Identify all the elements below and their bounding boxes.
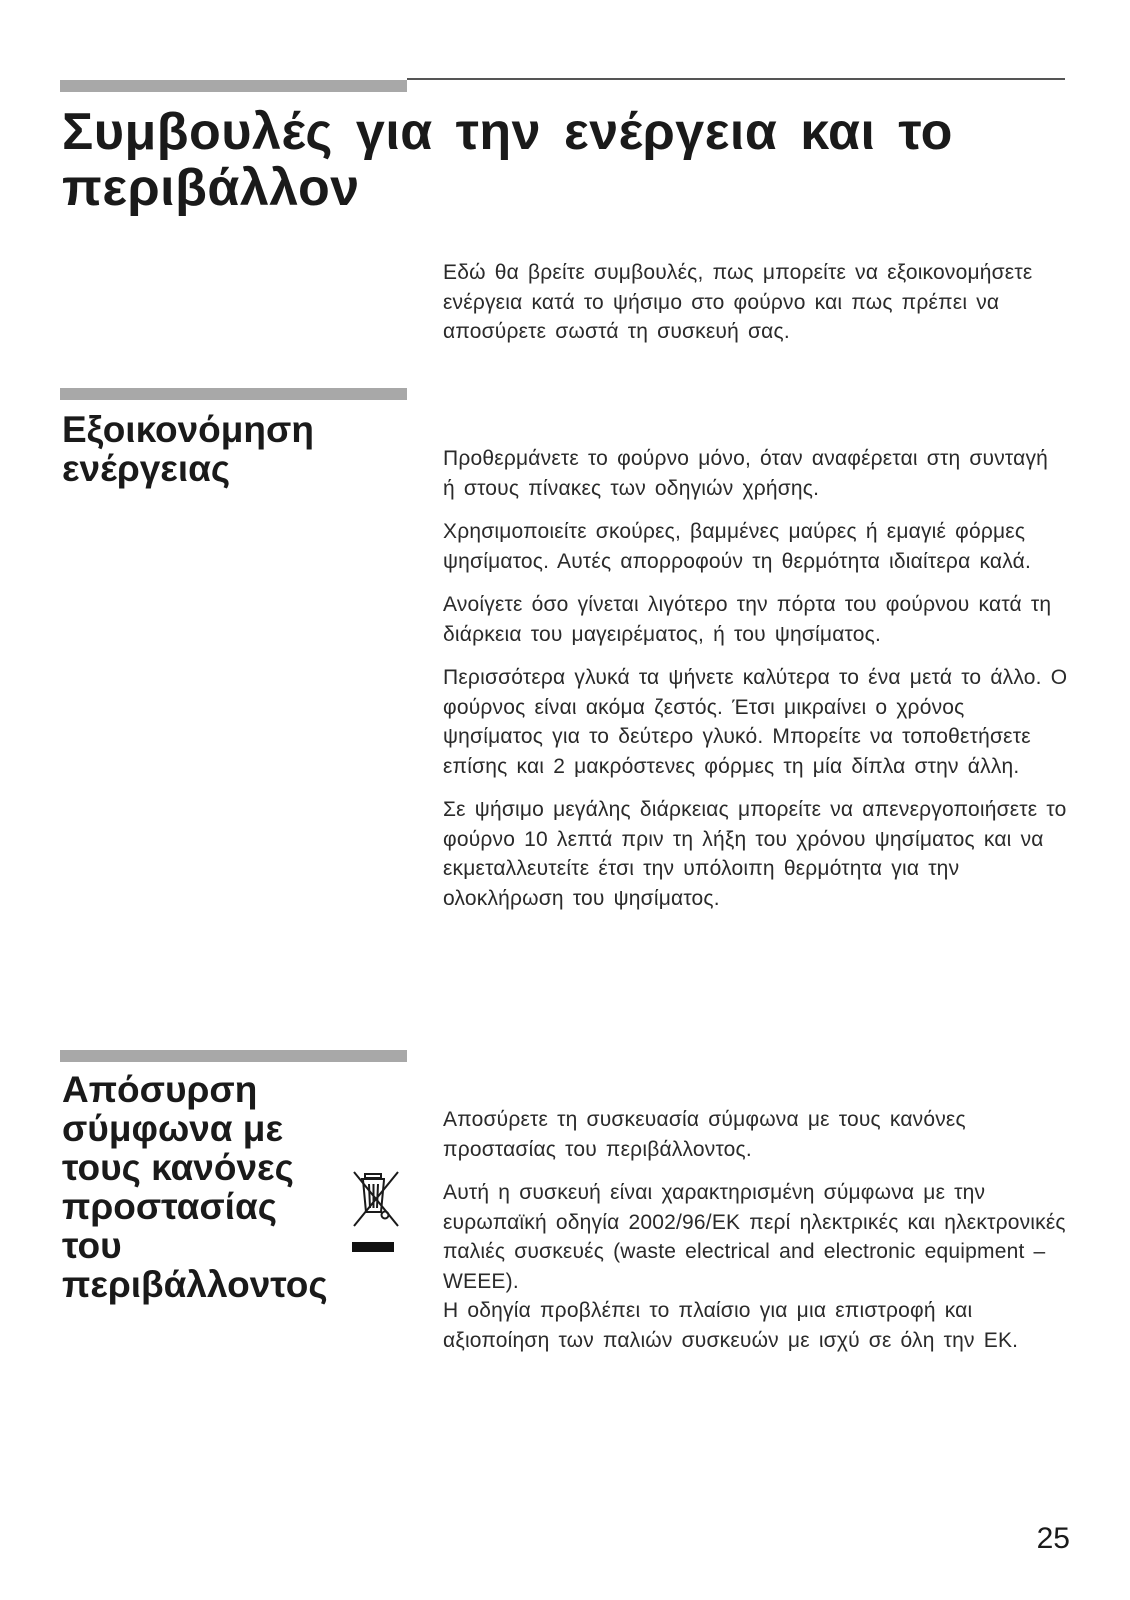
title-bar-accent <box>60 80 407 92</box>
title-rule <box>407 78 1065 80</box>
intro-text: Εδώ θα βρείτε συμβουλές, πως μπορείτε να εξοικονομήσετε ενέργεια κατά το ψήσιμο στο φούρνο και πως πρέπει να αποσύρετε σωστά τη συσκευή σας. <box>443 261 1033 343</box>
energy-paragraph: Σε ψήσιμο μεγάλης διάρκειας μπορείτε να απενεργοποιήσετε το φούρνο 10 λεπτά πριν τη λήξη του χρόνου ψησίματος και να εκμεταλλευτείτε έτσι την υπόλοιπη θερμότητα για την ολοκλήρωση του ψησίματος. <box>443 798 1067 910</box>
energy-paragraph: Ανοίγετε όσο γίνεται λιγότερο την πόρτα του φούρνου κατά τη διάρκεια του μαγειρέματος, ή του ψησίματος. <box>443 593 1052 646</box>
disposal-paragraph: Αυτή η συσκευή είναι χαρακτηρισμένη σύμφωνα με την ευρωπαϊκή οδηγία 2002/96/ΕΚ περί ηλεκτρικές και ηλεκτρονικές παλιές συσκευές (waste electrical and electronic equipment – WEEE). <box>443 1181 1066 1293</box>
energy-paragraph: Χρησιμοποιείτε σκούρες, βαμμένες μαύρες ή εμαγιέ φόρμες ψησίματος. Αυτές απορροφούν τη θερμότητα ιδιαίτερα καλά. <box>443 520 1031 573</box>
weee-bar <box>352 1242 394 1252</box>
disposal-section-bar <box>60 1050 407 1062</box>
energy-section-body <box>443 444 1068 913</box>
energy-paragraph: Περισσότερα γλυκά τα ψήνετε καλύτερα το ένα μετά το άλλο. Ο φούρνος είναι ακόμα ζεστός. Έτσι μικραίνει ο χρόνος ψησίματος για το δεύτερο γλυκό. Μπορείτε να τοποθετήσετε επίσης και 2 μακρόστενες φόρμες τη μία δίπλα στην άλλη. <box>443 666 1068 778</box>
disposal-section-body <box>443 1105 1068 1355</box>
disposal-paragraph: Η οδηγία προβλέπει το πλαίσιο για μια επιστροφή και αξιοποίηση των παλιών συσκευών με ισχύ σε όλη την ΕΚ. <box>443 1299 1019 1352</box>
energy-section-bar <box>60 388 407 400</box>
page-title: Συμβουλές για την ενέργεια και το περιβάλλον <box>62 103 953 217</box>
disposal-paragraph: Αποσύρετε τη συσκευασία σύμφωνα με τους κανόνες προστασίας του περιβάλλοντος. <box>443 1108 966 1161</box>
energy-section-heading: Εξοικονόμηση ενέργειας <box>62 409 314 489</box>
weee-crossed-bin-icon <box>352 1170 402 1250</box>
page-number: 25 <box>1036 1522 1070 1555</box>
energy-paragraph: Προθερμάνετε το φούρνο μόνο, όταν αναφέρεται στη συνταγή ή στους πίνακες των οδηγιών χρήσης. <box>443 447 1049 500</box>
disposal-section-heading: Απόσυρση σύμφωνα με τους κανόνες προστασίας του περιβάλλοντος <box>62 1069 328 1305</box>
